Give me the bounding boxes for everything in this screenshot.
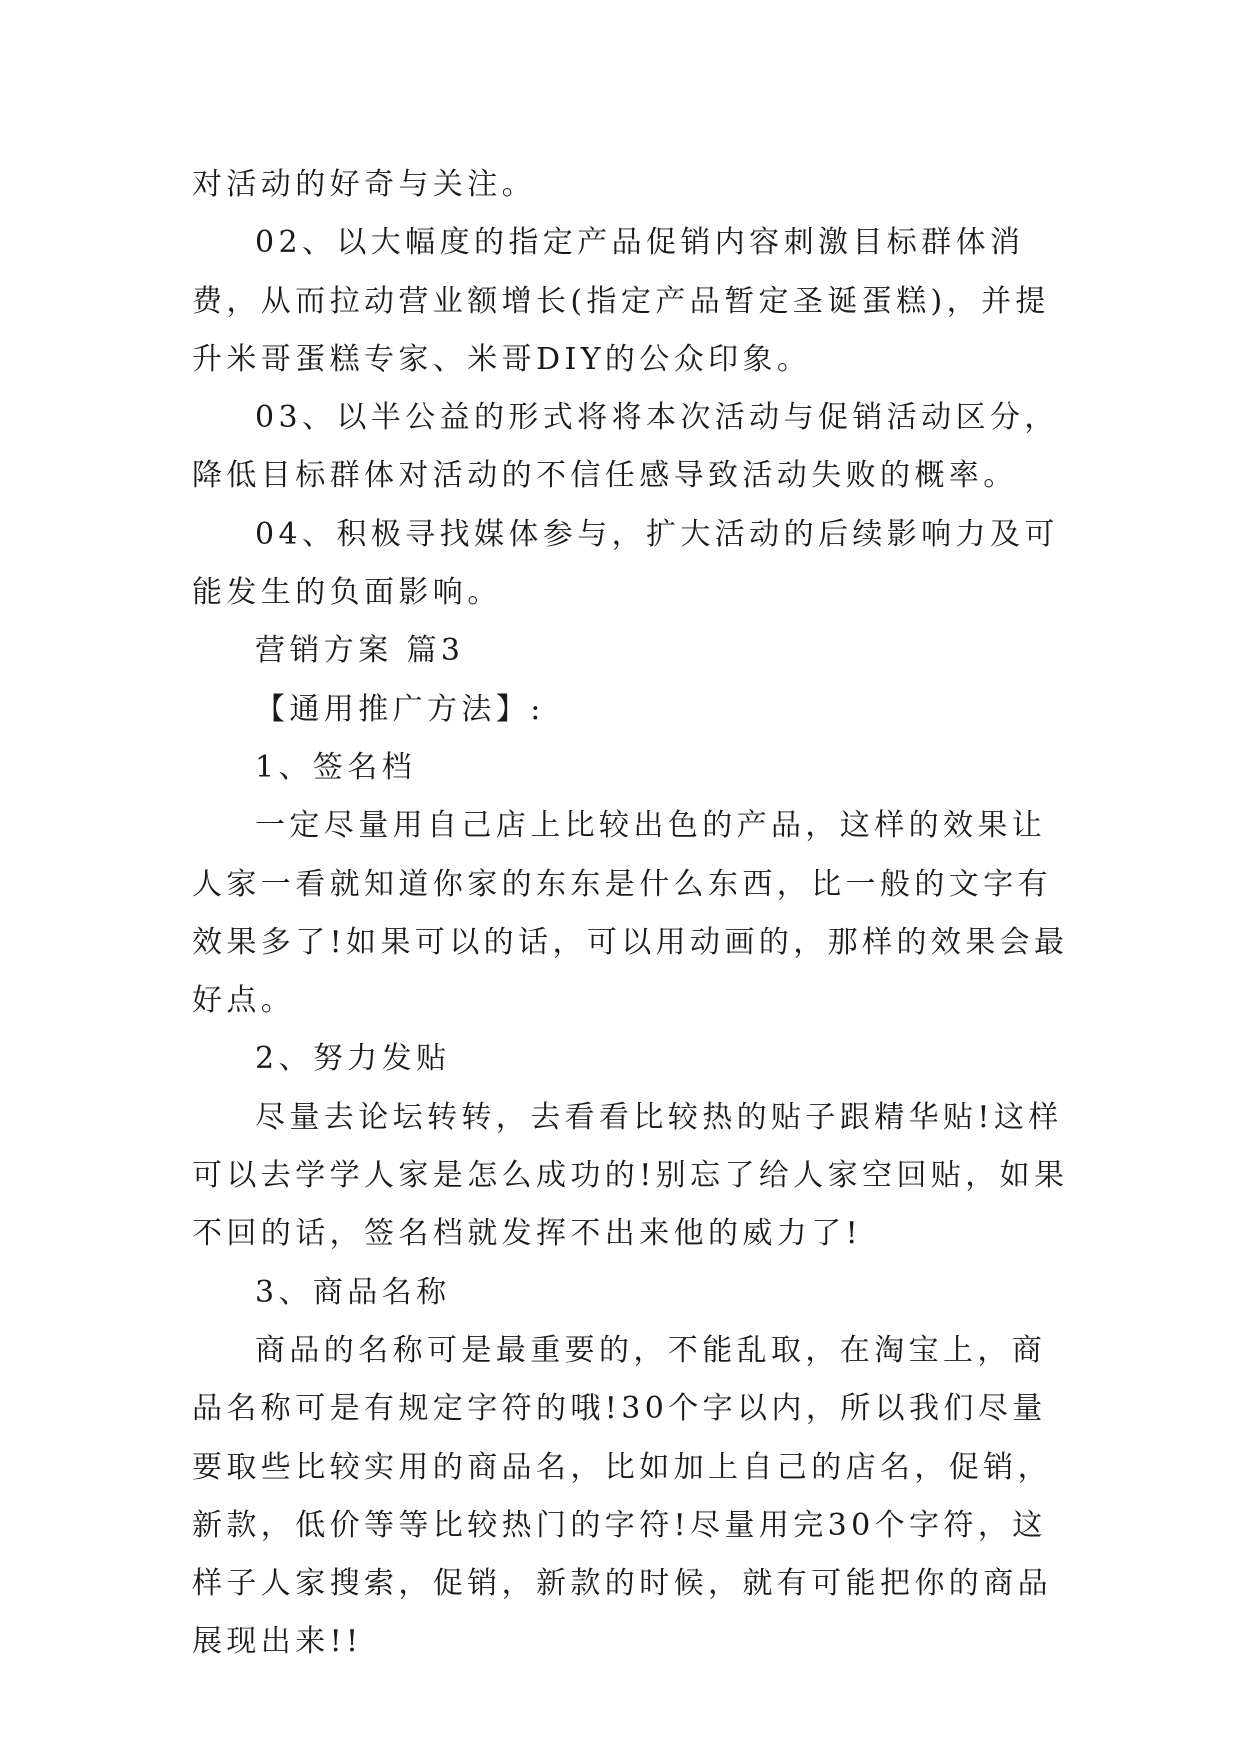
- subsection-heading: 【通用推广方法】:: [255, 691, 545, 727]
- document-body: [192, 156, 1072, 1672]
- paragraph-continuation: 对活动的好奇与关注。: [192, 167, 536, 202]
- paragraph-posting: 尽量去论坛转转，去看看比较热的贴子跟精华贴!这样可以去学学人家是怎么成功的!别忘了给人家空回贴，如果不回的话，签名档就发挥不出来他的威力了!: [192, 1099, 1069, 1252]
- item-heading-product-name: 3、商品名称: [255, 1274, 451, 1310]
- item-heading-signature: 1、签名档: [255, 749, 417, 785]
- paragraph-objective-03: 03、以半公益的形式将将本次活动与促销活动区分，降低目标群体对活动的不信任感导致活动失败的概率。: [192, 400, 1059, 494]
- paragraph-product-name: 商品的名称可是最重要的，不能乱取，在淘宝上，商品名称可是有规定字符的哦!30个字以内，所以我们尽量要取些比较实用的商品名，比如加上自己的店名，促销，新款，低价等等比较热门的字符!尽量用完30个字符，这样子人家搜索，促销，新款的时候，就有可能把你的商品展现出来!!: [192, 1332, 1052, 1660]
- paragraph-objective-04: 04、积极寻找媒体参与，扩大活动的后续影响力及可能发生的负面影响。: [192, 516, 1059, 611]
- paragraph-objective-02: 02、以大幅度的指定产品促销内容刺激目标群体消费，从而拉动营业额增长(指定产品暂定圣诞蛋糕)，并提升米哥蛋糕专家、米哥DIY的公众印象。: [192, 225, 1050, 377]
- paragraph-signature: 一定尽量用自己店上比较出色的产品，这样的效果让人家一看就知道你家的东东是什么东西，比一般的文字有效果多了!如果可以的话，可以用动画的，那样的效果会最好点。: [192, 808, 1069, 1019]
- item-heading-posting: 2、努力发贴: [255, 1041, 451, 1077]
- section-heading: 营销方案 篇3: [255, 633, 465, 669]
